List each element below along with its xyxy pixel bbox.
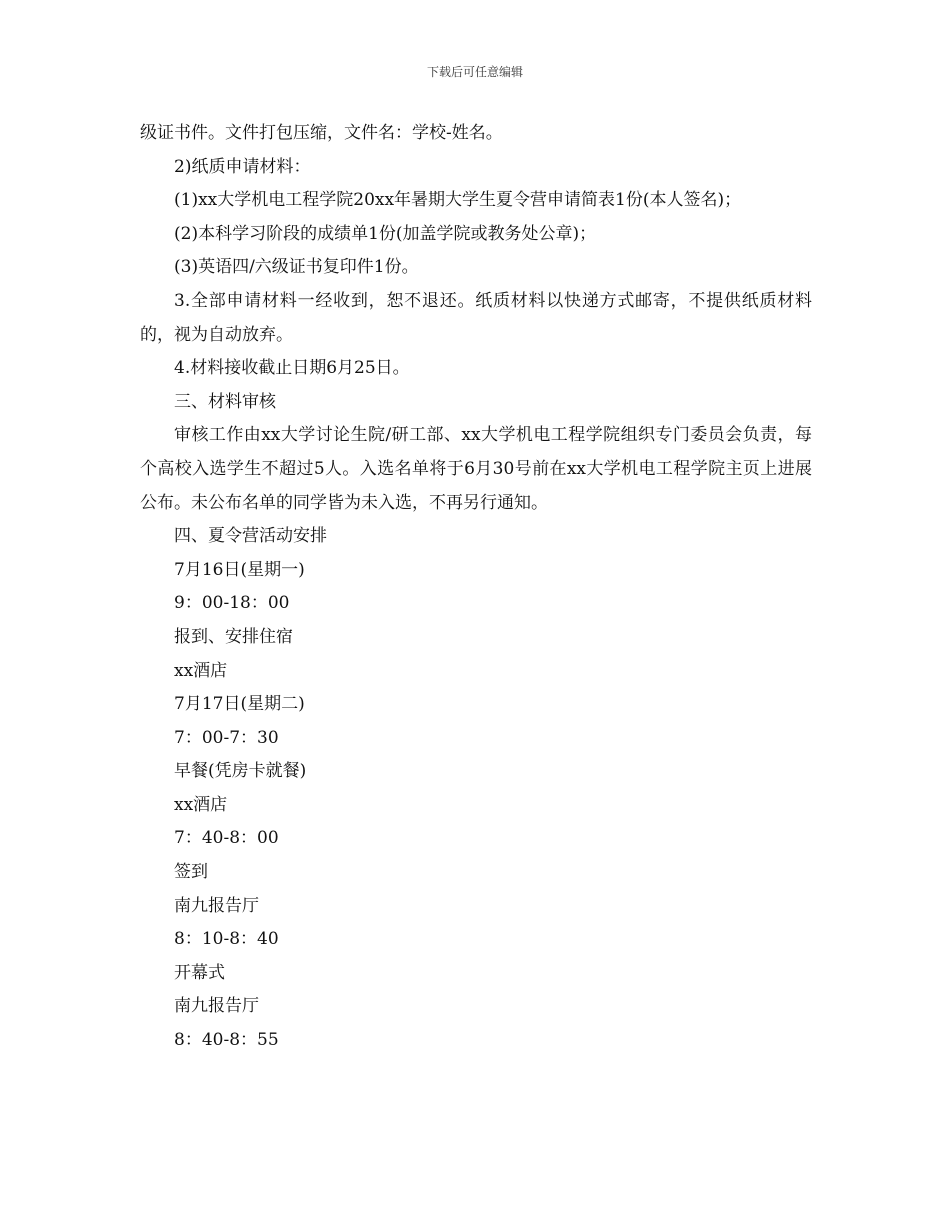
paragraph: 报到、安排住宿 (174, 626, 293, 647)
paragraph: 2)纸质申请材料： (174, 156, 311, 177)
paragraph: (2)本科学习阶段的成绩单1份(加盖学院或教务处公章)； (174, 223, 597, 244)
paragraph: 9：00-18：00 (174, 593, 290, 614)
paragraph: 7：40-8：00 (174, 828, 279, 849)
paragraph: 开幕式 (174, 962, 225, 983)
paragraph: 8：10-8：40 (174, 929, 279, 950)
paragraph: 四、夏令营活动安排 (174, 526, 327, 547)
paragraph: xx酒店 (174, 660, 228, 681)
paragraph: 级证书件。文件打包压缩，文件名：学校-姓名。 (140, 123, 503, 143)
paragraph: (3)英语四/六级证书复印件1份。 (174, 257, 419, 278)
paragraph: 签到 (174, 862, 208, 883)
paragraph: 8：40-8：55 (174, 1030, 279, 1051)
paragraph: 3.全部申请材料一经收到，恕不退还。纸质材料以快递方式邮寄，不提供纸质材料的，视为自动放弃。 (140, 290, 812, 345)
paragraph: 早餐(凭房卡就餐) (174, 761, 307, 782)
paragraph: xx酒店 (174, 794, 228, 815)
paragraph: 4.材料接收截止日期6月25日。 (174, 358, 410, 379)
document-body (140, 117, 812, 1058)
paragraph: 三、材料审核 (174, 391, 276, 412)
paragraph: 审核工作由xx大学讨论生院/研工部、xx大学机电工程学院组织专门委员会负责，每个高校入选学生不超过5人。入选名单将于6月30号前在xx大学机电工程学院主页上进展公布。未公布名单的同学皆为未入选，不再另行通知。 (140, 425, 812, 513)
paragraph: 南九报告厅 (174, 996, 259, 1017)
paragraph: 7：00-7：30 (174, 727, 279, 748)
paragraph: (1)xx大学机电工程学院20xx年暑期大学生夏令营申请简表1份(本人签名)； (174, 190, 742, 211)
paragraph: 南九报告厅 (174, 895, 259, 916)
page-header: 下载后可任意编辑 (426, 65, 523, 79)
paragraph: 7月16日(星期一) (174, 559, 305, 580)
paragraph: 7月17日(星期二) (174, 694, 305, 715)
